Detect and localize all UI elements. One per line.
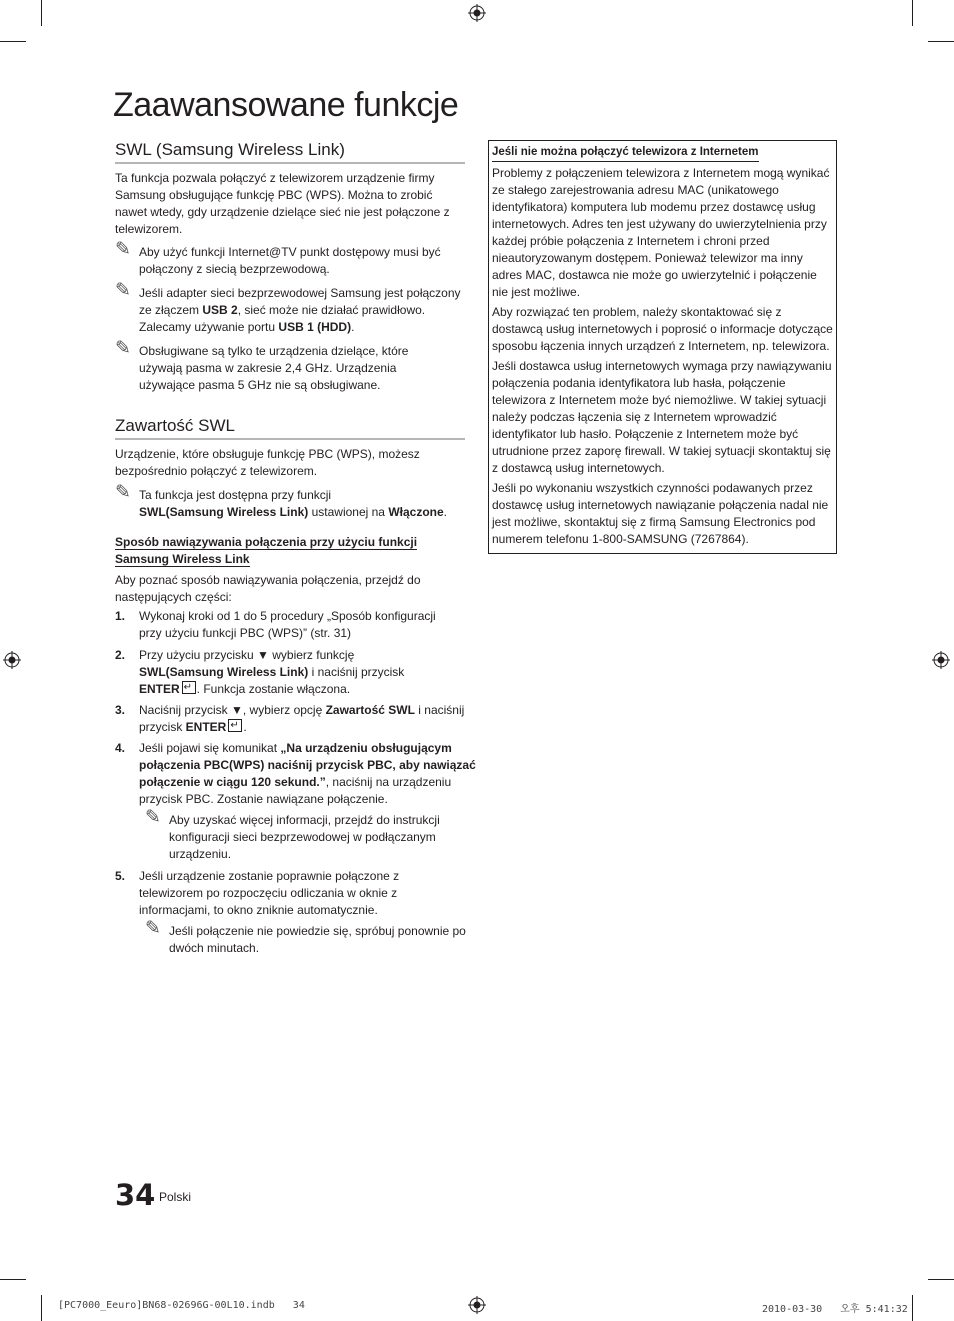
troubleshoot-paragraph: Problemy z połączeniem telewizora z Internetem mogą wynikać ze stałego zarejestrowania adresu MAC (unikatowego identyfikatora) komputera lub modemu przez dostawcę usług internetowych. Adres ten jest używany do uwierzytelnienia przy każdej próbie połączenia z Internetem i chroni przed nieautoryzowanym dostępem. Ponieważ telewizor ma inny adres MAC, dostawca nie może go uwierzytelnić i połączenie nie jest możliwe. — [492, 166, 830, 299]
pencil-note-icon: ✎ — [115, 279, 131, 301]
list-item: 1. Wykonaj kroki od 1 do 5 procedury „Sposób konfiguracji przy użyciu funkcji PBC (WPS)” (str. 31) — [115, 609, 436, 640]
section-title-swl-text: SWL (Samsung Wireless Link) — [115, 140, 345, 159]
language-label: Polski — [159, 1190, 192, 1204]
page-title: Zaawansowane funkcje — [113, 86, 459, 124]
pencil-note-icon: ✎ — [145, 806, 161, 828]
crop-mark — [0, 1279, 26, 1280]
section-title-content-text: Zawartość SWL — [115, 416, 235, 435]
pencil-note-icon: ✎ — [145, 917, 161, 939]
troubleshoot-paragraph: Aby rozwiązać ten problem, należy skontaktować się z dostawcą usług internetowych i poprosić o informacje dotyczące sposobu łączenia innych urządzeń z Internetem, np. telewizora. — [492, 305, 833, 353]
list-item: 5. Jeśli urządzenie zostanie poprawnie połączone z telewizorem po rozpoczęciu odliczania w oknie z informacjami, to okno zniknie automatycznie. — [115, 869, 400, 917]
sub-intro: Aby poznać sposób nawiązywania połączenia, przejdź do następujących części: — [115, 573, 421, 604]
step-number: 1. — [115, 609, 126, 623]
subheading — [115, 534, 445, 568]
troubleshoot-paragraph: Jeśli po wykonaniu wszystkich czynności podawanych przez dostawcę usług internetowych nawiązanie połączenia nadal nie jest możliwe, skontaktuj się z firmą Samsung Electronics pod numerem telefonu 1-800-SAMSUNG (7267864). — [492, 481, 829, 546]
print-info: 2010-03-30 오후 5:41:32 — [762, 1304, 908, 1315]
step-number: 4. — [115, 741, 126, 755]
note-usb-port: ✎ Jeśli adapter sieci bezprzewodowej Samsung jest połączony ze złączem USB 2, sieć może nie działać prawidłowo. Zalecamy używanie portu USB 1 (HDD). — [115, 279, 461, 334]
file-info: [PC7000_Eeuro]BN68-02696G-00L10.indb 34 — [58, 1300, 305, 1311]
pencil-note-icon: ✎ — [115, 238, 131, 260]
crop-mark — [0, 41, 26, 42]
subheading-text: Sposób nawiązywania połączenia przy użyciu funkcji Samsung Wireless Link — [115, 535, 418, 566]
step-number: 3. — [115, 703, 126, 717]
list-item: 2. Przy użyciu przycisku ▼ wybierz funkcję SWL(Samsung Wireless Link) i naciśnij przycisk ENTER↵ . Funkcja zostanie włączona. — [115, 647, 491, 698]
list-item: 4. Jeśli pojawi się komunikat „Na urządzeniu obsługującym połączenia PBC(WPS) naciśnij przycisk PBC, aby nawiązać połączenie w ciągu 120 sekund.”, naciśnij na urządzeniu przycisk PBC. Zostanie nawiązane połączenie. — [115, 741, 476, 806]
pencil-note-icon: ✎ — [115, 337, 131, 359]
crop-mark — [41, 1295, 42, 1321]
crop-mark — [912, 1295, 913, 1321]
registration-mark-icon — [932, 651, 950, 669]
note-internet-tv: ✎ Aby użyć funkcji Internet@TV punkt dostępowy musi być połączony z siecią bezprzewodową. — [115, 238, 441, 276]
crop-mark — [928, 1279, 954, 1280]
crop-mark — [928, 41, 954, 42]
registration-mark-icon — [468, 1296, 486, 1314]
troubleshoot-box — [488, 140, 837, 554]
step4-note: ✎ Aby uzyskać więcej informacji, przejdź do instrukcji konfiguracji sieci bezprzewodowej w podłączanym urządzeniu. — [145, 806, 440, 861]
step-number: 5. — [115, 869, 126, 883]
note-frequency: ✎ Obsługiwane są tylko te urządzenia dzielące, które używają pasma w zakresie 2,4 GHz. Urządzenia używające pasma 5 GHz nie są obsługiwane. — [115, 337, 409, 392]
swl-intro: Ta funkcja pozwala połączyć z telewizorem urządzenie firmy Samsung obsługujące funkcję PBC (WPS). Można to zrobić nawet wtedy, gdy urządzenie dzielące sieć nie jest połączone z telewizorem. — [115, 171, 450, 236]
section-title-swl — [115, 140, 465, 164]
step5-note: ✎ Jeśli połączenie nie powiedzie się, spróbuj ponownie po dwóch minutach. — [145, 917, 466, 955]
section-title-content — [115, 416, 465, 440]
troubleshoot-paragraph: Jeśli dostawca usług internetowych wymaga przy nawiązywaniu połączenia podania identyfikatora lub hasła, połączenie telewizora z Internetem może być niemożliwe. W takiej sytuacji należy podczas łączenia się z Internetem wprowadzić identyfikator lub hasło. Połączenie z Internetem może być utrudnione przez zaporę firewall. W takiej sytuacji skontaktuj się z dostawcą usług internetowych. — [492, 359, 832, 475]
step-number: 2. — [115, 648, 126, 662]
crop-mark — [41, 0, 42, 26]
content-intro: Urządzenie, które obsługuje funkcję PBC (WPS), możesz bezpośrednio połączyć z telewizorem. — [115, 447, 420, 478]
list-item: 3. Naciśnij przycisk ▼, wybierz opcję Zawartość SWL i naciśnij przycisk ENTER↵ . — [115, 702, 491, 736]
registration-mark-icon — [468, 4, 486, 22]
crop-mark — [912, 0, 913, 26]
note-availability: ✎ Ta funkcja jest dostępna przy funkcji SWL(Samsung Wireless Link) ustawionej na Włączone. — [115, 481, 448, 519]
pencil-note-icon: ✎ — [115, 481, 131, 503]
registration-mark-icon — [3, 651, 21, 669]
enter-icon — [182, 681, 196, 694]
page-number: 34 — [115, 1178, 156, 1212]
enter-icon — [228, 719, 242, 732]
troubleshoot-header: Jeśli nie można połączyć telewizora z Internetem — [492, 144, 759, 162]
